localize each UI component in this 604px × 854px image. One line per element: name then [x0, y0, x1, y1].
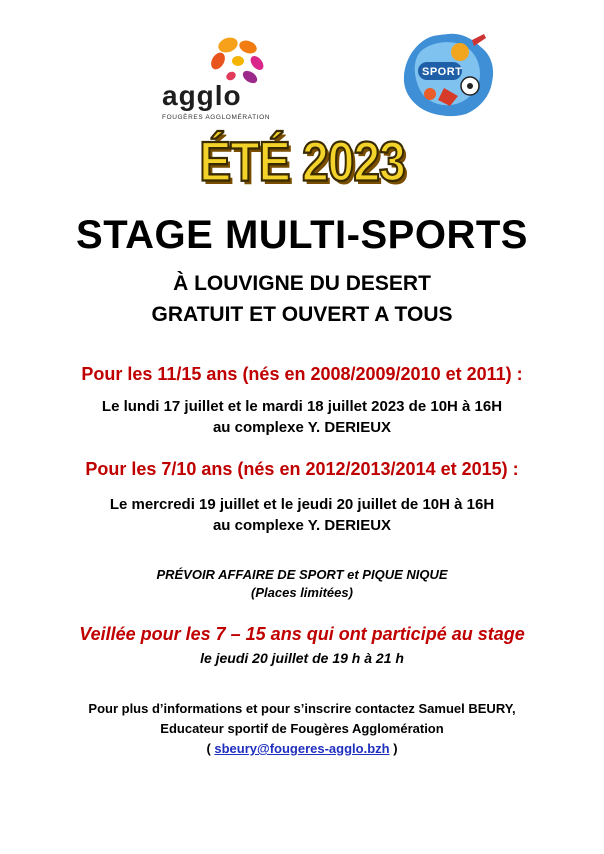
veillee-date: le jeudi 20 juillet de 19 h à 21 h — [200, 650, 404, 666]
contact-line-1: Pour plus d’informations et pour s’inscrire contactez Samuel BEURY, — [88, 701, 516, 716]
group2-place: au complexe Y. DERIEUX — [212, 517, 392, 534]
email-link[interactable]: sbeury@fougeres-agglo.bzh — [214, 741, 390, 756]
agglo-subtitle: FOUGÈRES AGGLOMÉRATION — [162, 114, 271, 121]
group1-dates: Le lundi 17 juillet et le mardi 18 juillet 2023 de 10H à 16H — [101, 398, 503, 415]
contact-email-line — [0, 741, 604, 756]
sport-label: SPORT — [422, 66, 463, 78]
ete-2023-title: ÉTÉ 2023 — [199, 132, 405, 193]
group2-heading: Pour les 7/10 ans (nés en 2012/2013/2014 et 2015) : — [85, 459, 519, 479]
page-title: STAGE MULTI-SPORTS — [76, 213, 528, 257]
email-close-paren: ) — [389, 741, 398, 756]
group1-heading: Pour les 11/15 ans (nés en 2008/2009/2010 et 2011) : — [81, 364, 523, 384]
prevoir-note: PRÉVOIR AFFAIRE DE SPORT et PIQUE NIQUE — [156, 567, 448, 582]
sport-logo — [400, 30, 496, 118]
agglo-logo — [160, 35, 280, 120]
agglo-wordmark: agglo — [162, 80, 242, 111]
contact-line-2: Educateur sportif de Fougères Agglomération — [160, 721, 444, 736]
veillee-heading: Veillée pour les 7 – 15 ans qui ont participé au stage — [79, 624, 525, 644]
places-note: (Places limitées) — [251, 585, 353, 600]
email-open-paren: ( — [206, 741, 215, 756]
free-subtitle: GRATUIT ET OUVERT A TOUS — [151, 303, 453, 326]
location-subtitle: À LOUVIGNE DU DESERT — [173, 272, 431, 295]
group1-place: au complexe Y. DERIEUX — [212, 419, 392, 436]
group2-dates: Le mercredi 19 juillet et le jeudi 20 juillet de 10H à 16H — [109, 496, 495, 513]
